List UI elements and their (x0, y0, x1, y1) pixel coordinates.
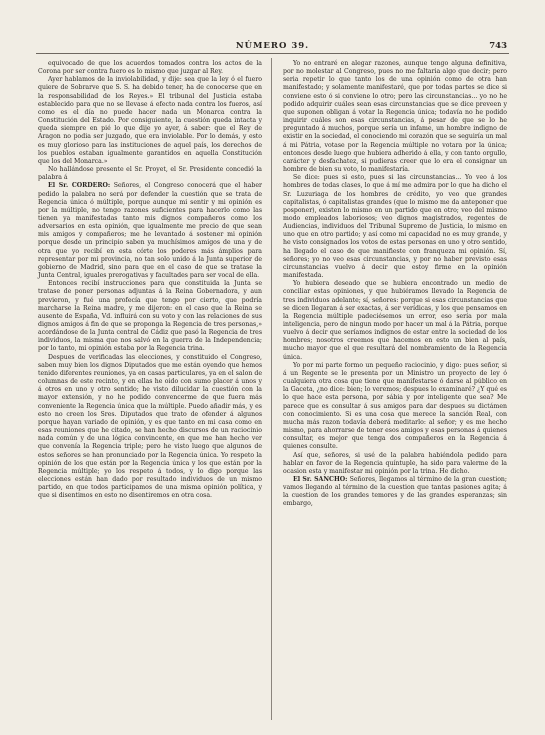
paragraph (283, 476, 507, 509)
paragraph-text: Entonces recibí instrucciones para que constituida la Junta se tratase de poner personas adjuntas á la Reina Gobernadora, y aun previeron, y fué una profecía que tengo por cierto, que podría marcharse la Reina madre, y me dijeron: en el caso que la Reina se ausente de España, Vd. influirá con su voto y con las relaciones de sus dignos amigos á fin de que se proponga la Regencia de tres personas,» acordándose de la Junta central de Cádiz que pasó la Regencia de tres individuos, la misma que nos salvó en la guerra de la Independencia; por lo tanto, mi opinión estaba por la Regencia trina. (38, 280, 262, 353)
paragraph (38, 182, 262, 280)
speaker-name: El Sr. SANCHO: (293, 475, 348, 483)
paragraph-text: equivocado de que los acuerdos tomados contra los actos de la Corona por ser contra fuero es lo mismo que juzgar al Rey. (38, 60, 262, 76)
issue-header: NÚMERO 39. (235, 41, 310, 51)
header-rule (36, 53, 509, 54)
paragraph (283, 174, 507, 280)
paragraph-text: Ayer hablamos de la inviolabilidad, y dije: sea que la ley ó el fuero quiere de Sobrarve que S. S. ha debido tener, ha de conocerse que en la responsabilidad de los Reyes.» El tribunal del Justicia estaba establecido para que no se llevase á efecto nada contra los fueros, así como es el día no puede hacer nada un Monarca contra la Constitución del Estado. Por consiguiente, la cuestión queda intacta y queda siempre en pié lo que dije yo ayer, á saber: que el Rey de Aragon no podia ser juzgado, que era inviolable. Por lo demás, y esto es muy glorioso para las instituciones de aquel país, los derechos de los pueblos estaban igualmente garantidos en aquella Constitución que los del Monarca.» (38, 76, 262, 165)
speaker-name: El Sr. CORDERO: (48, 182, 111, 190)
paragraph (283, 452, 507, 476)
paragraph (283, 60, 507, 174)
right-column (283, 60, 507, 509)
column-divider (271, 58, 272, 720)
page-number: 743 (489, 41, 507, 51)
paragraph (38, 60, 262, 76)
paragraph-text: Señores, el Congreso conocerá que el haber pedido la palabra no será por defender la cuestión que se trata de Regencia única ó múltiple, porque aunque mi sentir y mi opinión es por la múltiple, no tengo razones suficientes para hacerlo como las tienen ya manifestadas tanto mis dignos compañeros como los adversarios en esta opinión, que igualmente me precio de que sean mis amigos y compañeros; me he levantado á sostener mi opinión porque desde un principio saben ya muchísimos amigos de una y de otra que yo recibí en esta córte los poderes más ámplios para representar por mi provincia, no tan solo unido á la Junta superior de gobierno de Madrid, sino para que en el caso de que se tratase la Junta Central, iguales prerogativas y facultades para ser vocal de ella. (38, 182, 262, 280)
paragraph (38, 354, 262, 501)
paragraph (38, 166, 262, 182)
paragraph (38, 76, 262, 166)
paragraph (283, 362, 507, 452)
paragraph-text: No hallándose presente el Sr. Proyet, el Sr. Presidente concedió la palabra á (38, 166, 262, 182)
paragraph (283, 280, 507, 362)
paragraph-text: Se dice: pues si esto, pues si las circunstancias... Yo veo á los hombres de todas clases, lo que á mí me admira por lo que ha dicho el Sr. Luzuriaga de los hombres de crédito, yo veo que grandes capitalistas, ó capitalistas grandes (que lo mismo me da anteponer que posponer), existen lo mismo en un partido que en otro; veo del mismo modo empleados laboriosos; veo dignos magistrados, regentes de Audiencias, individuos del Tribunal Supremo de Justicia, lo mismo en uno que en otro partido; y así como mi capacidad no es muy grande, y he visto consignados los votos de estas personas en uno y otro sentido, ha llegado el caso de que manifieste con franqueza mi opinión. Sí, señores; yo no veo esas circunstancias, y por no haber previsto esas circunstancias vuelvo á decir que estoy firme en la opinión manifestada. (283, 174, 507, 280)
paragraph-text: Yo hubiera deseado que se hubiera encontrado un medio de conciliar estas opiniones, y que hubiéramos llevado la Regencia de tres individuos adelante; sí, señores: porque si esas circunstancias que se dicen llegaran á ser exactas, á ser verídicas, y los que pensamos en la Regencia múltiple padeciésemos un error, eso sería por mala inteligencia, pero de ningun modo por hacer un mal á la Pátria, porque vuelvo á decir que seríamos indignos de estar entre la sociedad de los hombres; nosotros creemos que hacemos en esto un bien al país, mucho mayor que el que resultará del nombramiento de la Regencia única. (283, 280, 507, 361)
paragraph-text: Yo por mi parte formo un pequeño raciocinio, y digo: pues señor, si á un Regente se le presenta por un Ministro un proyecto de ley ó cualquiera otra cosa que tiene que manifestarse ó darse al público en la Gaceta, ¿no dice: bien; lo veremos; despues lo examinaré? ¿Y qué es lo que hace esta persona, por sábia y por inteligente que sea? Me parece que es consultar á sus amigos para dar despues su dictámen con conocimiento. Si es una cosa que merece la sanción Real, con mucha más razon todavía deberá meditarlo: al señor; y es me hecho mismo, para ahorrarse de tener esos amigos y esas personas á quienes consultar, es mejor que tenga dos compañeros en la Regencia á quienes consulte. (283, 361, 507, 451)
paragraph-text: Despues de verificadas las elecciones, y constituido el Congreso, saben muy bien los dignos Diputados que me están oyendo que hemos tenido diferentes reuniones, ya en casas particulares, ya en el salon de columnas de este recinto, y en ellas he oido con sumo placer á unos y á otros en uno y otro sentido; he visto dilucidar la cuestión con la mayor extensión, y no he podido convencerme de que fuera más conveniente la Regencia única que la múltiple. Puedo añadir más, y es esto no creen los Sres. Diputados que trato de ofender á algunos porque hayan variado de opinión, y es que tanto en mi casa como en esas reuniones que he citado, se han hecho discursos de un raciocinio nada común y de una lógica convincente, en que me han hecho ver que convenía la Regencia triple; pero he visto luego que algunos de estos señores se han pronunciado por la Regencia única. Yo respeto la opinión de los que están por la Regencia única y los que están por la Regencia múltiple; yo los respeto á todos, y lo digo porque las elecciones están han dado por resultado individuos de un mismo partido, en que todos participamos de una misma opinión política, y que si disentimos en esto no disentiremos en otra cosa. (38, 353, 262, 500)
paragraph-text: Señores, llegamos al término de la gran cuestion; vamos llegando al término de la cuestion que tantas pasiones agita; á la cuestion de los grandes temores y de las grandes esperanzas; sin embargo, (283, 475, 507, 508)
paragraph-text: Así que, señores, si usé de la palabra habiéndola pedido para hablar en favor de la Regencia quíntuple, ha sido para valerme de la ocasion esta y manifestar mi opinión por la trina. He dicho. (283, 451, 507, 475)
paragraph (38, 280, 262, 353)
left-column (38, 60, 262, 500)
paragraph-text: Yo no entraré en alegar razones, aunque tengo alguna definitiva, por no molestar al Congreso, pues no me faltaria algo que decir; pero seria repetir lo que tanto los de una opinión como de otra han manifestado; y solamente manifestaré, que por todas partes se dice si conviene esto ó si conviene lo otro; pero las circunstancias... yo no he podido adquirir cuáles sean esas circunstancias que se dice preveen y que suponen obligan á votar la Regencia única; todavía no he podido inquirir cuáles son esas circunstancias, á pesar de que se lo he preguntado á muchos, porque sería un infame, un hombre indigno de existir en la sociedad, el conociendo mi corazón que se seguiría un mal á mi Pátria, votase por la Regencia múltiple no votara por la única; entonces desde luego que hubiera adherido á ella, y con tanto orgullo, carácter y desfachatez, si pudieras creer que lo era el consignar un hombre de bien su voto, lo manifestaría. (283, 60, 507, 174)
